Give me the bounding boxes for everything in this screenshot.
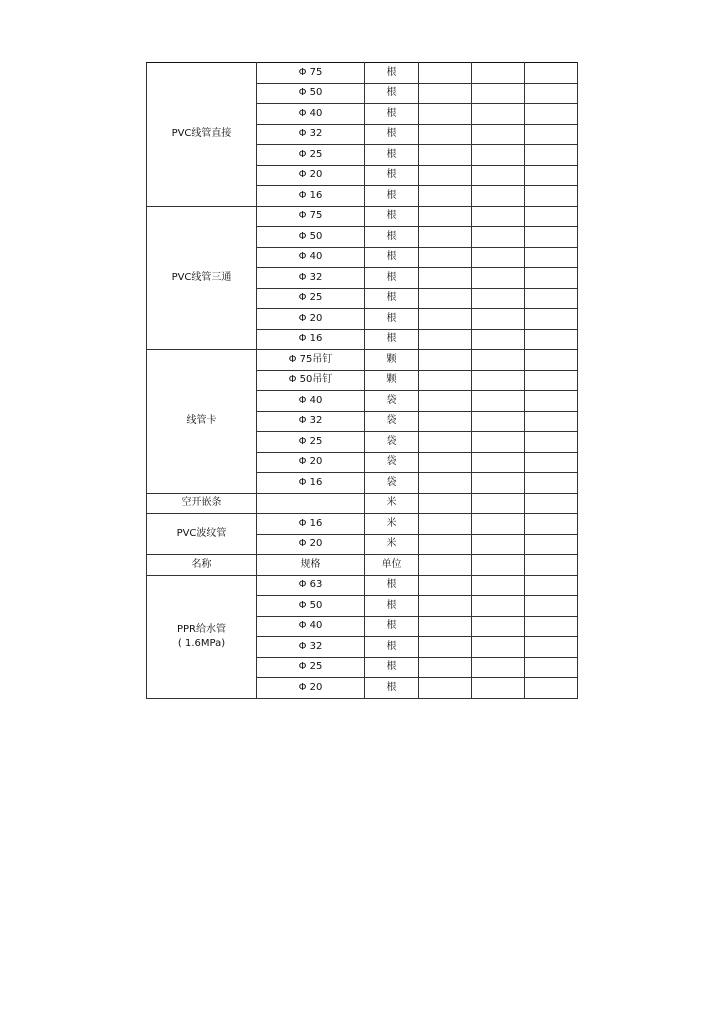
unit-cell: 颗 [365, 370, 419, 391]
empty-cell [525, 596, 578, 617]
spec-cell: Φ 25 [257, 288, 365, 309]
empty-cell [525, 391, 578, 412]
empty-cell [472, 534, 525, 555]
item-name-cell [147, 206, 257, 350]
empty-cell [472, 452, 525, 473]
empty-cell [525, 514, 578, 535]
empty-cell [525, 411, 578, 432]
empty-cell [525, 452, 578, 473]
item-name-cell [147, 350, 257, 494]
empty-cell [419, 657, 472, 678]
empty-cell [419, 596, 472, 617]
table-row [147, 514, 578, 535]
unit-cell: 袋 [365, 473, 419, 494]
empty-cell [525, 104, 578, 125]
empty-cell [525, 432, 578, 453]
empty-cell [472, 473, 525, 494]
unit-cell: 根 [365, 288, 419, 309]
item-name-cell [147, 555, 257, 576]
empty-cell [525, 63, 578, 84]
empty-cell [525, 268, 578, 289]
empty-cell [472, 227, 525, 248]
item-name-cell [147, 63, 257, 207]
materials-table-body [147, 63, 578, 699]
empty-cell [419, 247, 472, 268]
empty-cell [525, 534, 578, 555]
empty-cell [419, 268, 472, 289]
unit-cell: 袋 [365, 391, 419, 412]
item-name: 名称 [191, 558, 212, 570]
spec-cell: Φ 50 [257, 83, 365, 104]
unit-cell: 根 [365, 83, 419, 104]
unit-cell: 根 [365, 575, 419, 596]
spec-cell: Φ 20 [257, 309, 365, 330]
unit-cell: 根 [365, 247, 419, 268]
item-name: PVC线管三通 [171, 271, 232, 283]
unit-cell: 根 [365, 145, 419, 166]
empty-cell [419, 391, 472, 412]
empty-cell [419, 350, 472, 371]
spec-cell: Φ 20 [257, 534, 365, 555]
spec-cell [257, 493, 365, 514]
empty-cell [419, 186, 472, 207]
empty-cell [472, 596, 525, 617]
empty-cell [525, 473, 578, 494]
spec-cell: Φ 50 [257, 596, 365, 617]
table-row [147, 206, 578, 227]
empty-cell [525, 657, 578, 678]
item-name: PPR给水管 ( 1.6MPa) [176, 623, 226, 649]
spec-cell: Φ 32 [257, 637, 365, 658]
empty-cell [419, 124, 472, 145]
empty-cell [472, 165, 525, 186]
unit-cell: 根 [365, 165, 419, 186]
unit-cell: 根 [365, 104, 419, 125]
empty-cell [472, 432, 525, 453]
empty-cell [419, 104, 472, 125]
unit-cell: 根 [365, 616, 419, 637]
spec-cell: Φ 25 [257, 145, 365, 166]
item-name: PVC波纹管 [176, 528, 227, 539]
empty-cell [419, 145, 472, 166]
item-name: PVC线管直接 [171, 128, 232, 140]
empty-cell [525, 350, 578, 371]
empty-cell [419, 678, 472, 699]
spec-cell: Φ 40 [257, 247, 365, 268]
spec-cell: Φ 75 [257, 63, 365, 84]
unit-cell: 袋 [365, 432, 419, 453]
unit-cell: 袋 [365, 452, 419, 473]
table-row [147, 575, 578, 596]
unit-cell: 根 [365, 309, 419, 330]
empty-cell [419, 637, 472, 658]
materials-table [146, 62, 578, 699]
empty-cell [419, 227, 472, 248]
empty-cell [525, 227, 578, 248]
empty-cell [525, 555, 578, 576]
empty-cell [525, 247, 578, 268]
empty-cell [419, 575, 472, 596]
table-row [147, 350, 578, 371]
item-name-cell [147, 514, 257, 555]
spec-cell: Φ 20 [257, 678, 365, 699]
empty-cell [525, 83, 578, 104]
unit-cell: 根 [365, 637, 419, 658]
empty-cell [472, 555, 525, 576]
unit-cell: 根 [365, 596, 419, 617]
empty-cell [419, 370, 472, 391]
spec-cell: Φ 50吊钉 [257, 370, 365, 391]
empty-cell [472, 657, 525, 678]
empty-cell [472, 268, 525, 289]
empty-cell [525, 165, 578, 186]
unit-cell: 根 [365, 186, 419, 207]
empty-cell [419, 534, 472, 555]
item-name: 线管卡 [186, 415, 217, 427]
empty-cell [419, 514, 472, 535]
empty-cell [525, 493, 578, 514]
spec-cell: Φ 25 [257, 657, 365, 678]
empty-cell [419, 432, 472, 453]
empty-cell [525, 678, 578, 699]
unit-cell: 颗 [365, 350, 419, 371]
empty-cell [525, 637, 578, 658]
empty-cell [472, 493, 525, 514]
spec-cell: Φ 32 [257, 411, 365, 432]
spec-cell: Φ 16 [257, 329, 365, 350]
spec-cell: Φ 40 [257, 104, 365, 125]
empty-cell [525, 329, 578, 350]
empty-cell [419, 83, 472, 104]
empty-cell [419, 411, 472, 432]
spec-cell: Φ 40 [257, 391, 365, 412]
empty-cell [419, 329, 472, 350]
table-row [147, 63, 578, 84]
empty-cell [472, 186, 525, 207]
empty-cell [419, 473, 472, 494]
item-name-cell [147, 493, 257, 514]
empty-cell [525, 288, 578, 309]
table-row [147, 555, 578, 576]
unit-cell: 根 [365, 206, 419, 227]
empty-cell [419, 63, 472, 84]
empty-cell [419, 206, 472, 227]
spec-cell: Φ 32 [257, 124, 365, 145]
spec-cell: Φ 16 [257, 473, 365, 494]
empty-cell [419, 555, 472, 576]
spec-cell: Φ 20 [257, 452, 365, 473]
empty-cell [525, 186, 578, 207]
unit-cell: 米 [365, 514, 419, 535]
spec-cell: 规格 [257, 555, 365, 576]
empty-cell [472, 637, 525, 658]
item-name-cell [147, 575, 257, 698]
spec-cell: Φ 16 [257, 514, 365, 535]
empty-cell [472, 329, 525, 350]
empty-cell [472, 104, 525, 125]
spec-cell: Φ 63 [257, 575, 365, 596]
spec-cell: Φ 16 [257, 186, 365, 207]
spec-cell: Φ 50 [257, 227, 365, 248]
spec-cell: Φ 32 [257, 268, 365, 289]
empty-cell [472, 350, 525, 371]
empty-cell [472, 411, 525, 432]
unit-cell: 袋 [365, 411, 419, 432]
empty-cell [472, 247, 525, 268]
empty-cell [472, 514, 525, 535]
unit-cell: 米 [365, 534, 419, 555]
spec-cell: Φ 25 [257, 432, 365, 453]
empty-cell [472, 124, 525, 145]
empty-cell [472, 616, 525, 637]
empty-cell [472, 678, 525, 699]
empty-cell [419, 493, 472, 514]
unit-cell: 根 [365, 657, 419, 678]
empty-cell [472, 145, 525, 166]
unit-cell: 根 [365, 678, 419, 699]
empty-cell [472, 83, 525, 104]
unit-cell: 根 [365, 329, 419, 350]
spec-cell: Φ 40 [257, 616, 365, 637]
empty-cell [525, 575, 578, 596]
spec-cell: Φ 20 [257, 165, 365, 186]
empty-cell [472, 370, 525, 391]
empty-cell [472, 206, 525, 227]
empty-cell [472, 63, 525, 84]
empty-cell [472, 391, 525, 412]
empty-cell [525, 206, 578, 227]
unit-cell: 根 [365, 63, 419, 84]
empty-cell [472, 309, 525, 330]
empty-cell [419, 165, 472, 186]
empty-cell [419, 288, 472, 309]
empty-cell [419, 616, 472, 637]
table-row [147, 493, 578, 514]
unit-cell: 单位 [365, 555, 419, 576]
spec-cell: Φ 75吊钉 [257, 350, 365, 371]
empty-cell [472, 575, 525, 596]
spec-cell: Φ 75 [257, 206, 365, 227]
empty-cell [525, 370, 578, 391]
empty-cell [525, 309, 578, 330]
empty-cell [525, 124, 578, 145]
unit-cell: 根 [365, 124, 419, 145]
item-name: 空开嵌条 [181, 497, 222, 509]
unit-cell: 米 [365, 493, 419, 514]
empty-cell [525, 616, 578, 637]
empty-cell [525, 145, 578, 166]
empty-cell [419, 309, 472, 330]
empty-cell [472, 288, 525, 309]
unit-cell: 根 [365, 268, 419, 289]
unit-cell: 根 [365, 227, 419, 248]
empty-cell [419, 452, 472, 473]
